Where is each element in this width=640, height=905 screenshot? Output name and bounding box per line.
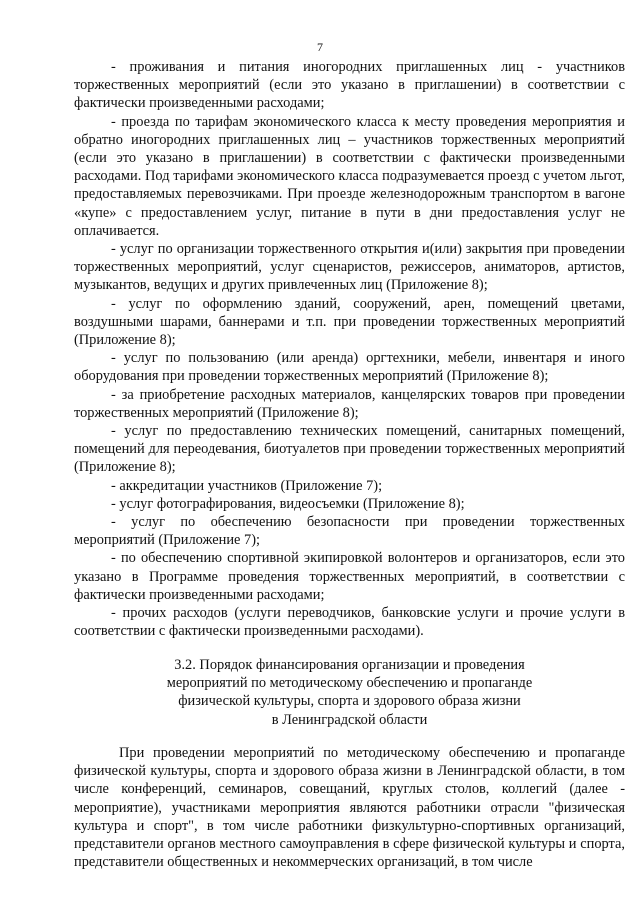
list-item-accommodation: - проживания и питания иногородних приглашенных лиц - участников торжественных мероприятий (если это указано в приглашении) в соответствии с фактически произведенными расходами;: [74, 59, 625, 112]
list-item-sports-equipment: - по обеспечению спортивной экипировкой волонтеров и организаторов, если это указано в Программе проведения торжественных мероприятий, в соответствии с фактически произведенными расходами;: [74, 550, 625, 603]
list-item-accreditation: - аккредитации участников (Приложение 7);: [111, 477, 383, 494]
section-title-line: в Ленинградской области: [271, 711, 428, 728]
list-item-security: - услуг по обеспечению безопасности при проведении торжественных мероприятий (Приложение 7);: [74, 514, 625, 549]
section-title-line: 3.2. Порядок финансирования организации и проведения: [174, 657, 525, 673]
list-item-travel: - проезда по тарифам экономического класса к месту проведения мероприятия и обратно иногородних приглашенных лиц – участников торжественных мероприятий (если это указано в приглашении) в соответствии с фактически произведенными расходами. Под тарифами экономического класса подразумевается проезд с учетом льгот, предоставляемых перевозчиками. При проезде железнодорожным транспортом в вагоне «купе» с предоставлением услуг, питание в пути в дни предоставления услуг не оплачивается.: [74, 113, 625, 239]
list-item-other: - прочих расходов (услуги переводчиков, банковские услуги и прочие услуги в соответствии с фактически произведенными расходами).: [74, 605, 625, 640]
list-item-decoration: - услуг по оформлению зданий, сооружений, арен, помещений цветами, воздушными шарами, баннерами и т.п. при проведении торжественных мероприятий (Приложение 8);: [74, 295, 625, 349]
section-body: [74, 744, 625, 871]
page-number: 7: [317, 40, 323, 54]
list-item-photo-video: - услуг фотографирования, видеосъемки (Приложение 8);: [111, 495, 465, 512]
list-item-equipment: - услуг по пользованию (или аренда) оргтехники, мебели, инвентаря и иного оборудования при проведении торжественных мероприятий (Приложение 8);: [74, 350, 625, 385]
section-title-line: мероприятий по методическому обеспечению и пропаганде: [166, 675, 533, 692]
section-title-line: физической культуры, спорта и здорового образа жизни: [178, 693, 521, 710]
list-item-opening-closing: - услуг по организации торжественного открытия и(или) закрытия при проведении торжественных мероприятий, услуг сценаристов, режиссеров, аниматоров, артистов, музыкантов, ведущих и других привлеченных лиц (Приложение 8);: [74, 241, 625, 294]
section-title: [74, 656, 625, 729]
list-item-supplies: - за приобретение расходных материалов, канцелярских товаров при проведении торжественных мероприятий (Приложение 8);: [74, 386, 625, 421]
list-item-premises: - услуг по предоставлению технических помещений, санитарных помещений, помещений для переодевания, биотуалетов при проведении торжественных мероприятий (Приложение 8);: [74, 423, 625, 476]
expense-list: [74, 58, 625, 641]
section-paragraph: При проведении мероприятий по методическому обеспечению и пропаганде физической культуры, спорта и здорового образа жизни в Ленинградской области, в том числе конференций, семинаров, совещаний, круглых столов, коллегий (далее - мероприятие), участниками мероприятия являются работники отрасли "физическая культура и спорт", в том числе работники физкультурно-спортивных организаций, представители органов местного самоуправления в сфере физической культуры и спорта, представители общественных и некоммерческих организаций, в том числе: [74, 745, 625, 871]
